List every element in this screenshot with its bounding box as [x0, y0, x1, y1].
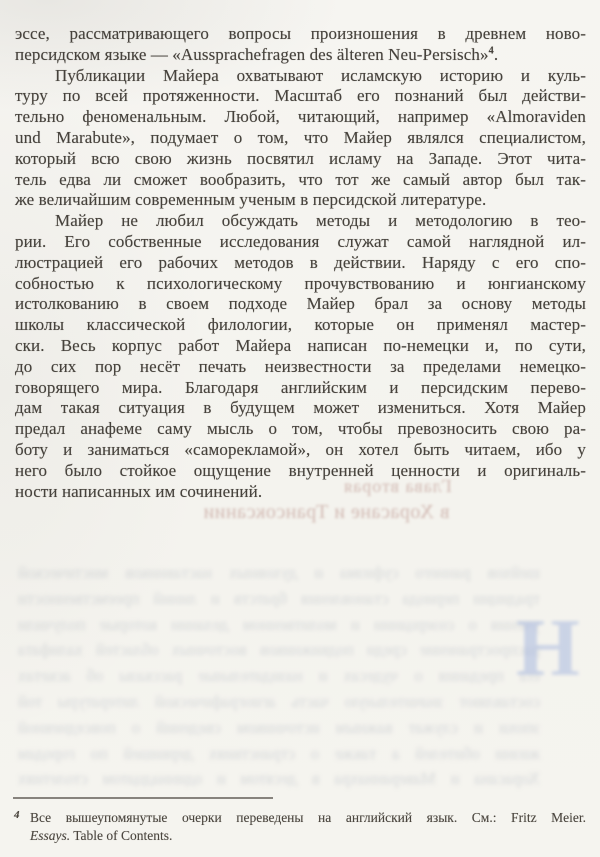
- text-line: und Marabute», подумает о том, что Майер являлся специалистом,: [15, 127, 586, 147]
- bleed-through-heading-line-1: Глава вторая: [343, 476, 452, 496]
- text-line: тель едва ли сможет вообразить, что тот же самый автор был так-: [15, 169, 586, 189]
- text-line: персидском языке — «Aussprachefragen des älteren Neu-Persisch»$^4$.: [15, 44, 499, 64]
- text-line: него было стойкое ощущение внутренней ценности и оригиналь-: [15, 460, 586, 480]
- bleed-through-drop-cap: Н: [516, 602, 580, 693]
- footnote-text: [30, 809, 586, 845]
- footnote-line: [30, 827, 586, 845]
- text-line: рии. Его собственные исследования служат самой наглядной ил-: [15, 231, 586, 251]
- bleed-through-line: эпохи и служат важным источником сведений о повседневной: [18, 717, 540, 737]
- bleed-through-line: традиции периода становления братств и линий преемственности: [18, 588, 540, 608]
- footnote-text-segment: Все вышеупомянутые очерки переведены на английский язык. См.: Fritz Meier.: [30, 810, 586, 825]
- footnote-separator-rule: [13, 797, 273, 799]
- text-line: ски. Весь корпус работ Майера написан по-немецки и, по сути,: [15, 335, 586, 355]
- footnote-line: [30, 809, 586, 827]
- text-line: предал анафеме саму мысль о том, чтобы превозносить свою ра-: [15, 419, 586, 439]
- text-line: до сих пор несёт печать неизвестности за пределами немецко-: [15, 356, 586, 376]
- text-line: люстрацией его рабочих методов в действии. Наряду с его спо-: [15, 252, 586, 272]
- footnote-marker: 4: [14, 809, 20, 821]
- text-line: боту и заниматься «саморекламой», он хотел быть читаем, ибо у: [15, 439, 586, 459]
- bleed-through-line: era предания о чудесах и назидательные рассказы об аскетах: [18, 666, 540, 686]
- bleed-through-line: распространение среди подвижников восточных областей халифата: [18, 640, 540, 660]
- text-line: собностью к психологическому прочувствованию и юнгианскому: [15, 273, 586, 293]
- text-line: туру по всей протяженности. Масштаб его познаний был действи-: [15, 86, 586, 106]
- bleed-through-line: шейхов раннего суфизма и духовных наставников мистической: [18, 563, 540, 582]
- bleed-through-line: учения о созерцании и молитвенном делании которые получили: [18, 614, 540, 634]
- text-line: Публикации Майера охватывают исламскую историю и куль-: [55, 65, 586, 85]
- footnote: [13, 797, 586, 845]
- text-line: который всю свою жизнь посвятил исламу на Западе. Этот чита-: [15, 148, 586, 168]
- footnote-body: [13, 809, 586, 845]
- text-line: же величайшим современным ученым в персидской литературе.: [15, 190, 487, 210]
- bleed-through-line: жизни обителей а также о странствиях дервишей по городам: [18, 743, 540, 763]
- bleed-through-text-block: [18, 560, 540, 792]
- text-line: эссе, рассматривающего вопросы произношения в древнем ново-: [15, 24, 586, 43]
- text-line: Майер не любил обсуждать методы и методологию в тео-: [55, 211, 586, 231]
- text-line: школы классической филологии, которые он применял мастер-: [15, 315, 586, 335]
- bleed-through-line: Хорасана и Мавераннахра в десятом и одиннадцатом столетиях: [18, 769, 540, 789]
- bleed-through-heading-line-2: в Хорасане и Трансоксании: [203, 501, 450, 523]
- footnote-reference-superscript: 4: [488, 45, 494, 57]
- bleed-through-line: составляют значительную часть агиографической литературы той: [18, 691, 540, 711]
- text-line: тельно феноменальным. Любой, читающий, например «Almoraviden: [15, 107, 586, 127]
- text-line: истолкованию в своем подходе Майер брал за основу методы: [15, 294, 586, 314]
- text-line: дам такая ситуация в будущем может измениться. Хотя Майер: [15, 398, 586, 418]
- footnote-work-title: Essays.: [30, 828, 71, 843]
- footnote-text-segment: Table of Contents.: [70, 828, 173, 843]
- main-text-block: [15, 24, 586, 502]
- text-line: говорящего мира. Благодаря английским и персидским перево-: [15, 377, 586, 397]
- text-line: ности написанных им сочинений.: [15, 481, 263, 501]
